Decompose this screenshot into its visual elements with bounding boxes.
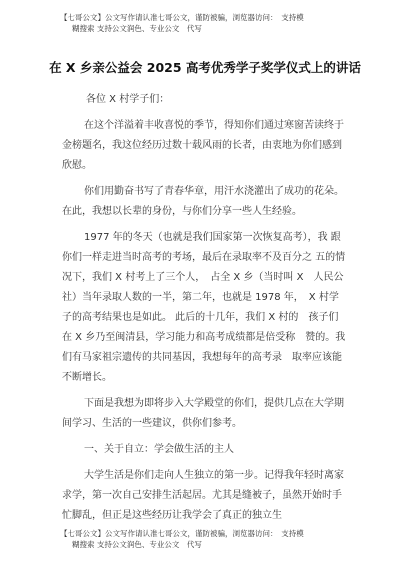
footer-note <box>60 528 380 550</box>
paragraph-5: 大学生活是你们走向人生独立的第一步。记得我年轻时离家求学，第一次自己安排生活起居。尤其是缝被子，虽然开始时手忙脚乱，但正是这些经历让我学会了真正的独立生 <box>62 470 344 521</box>
section-heading-1: 一、关于自立：学会做生活的主人 <box>84 444 234 455</box>
paragraph-2: 你们用勤奋书写了青春华章，用汗水浇灌出了成功的花朵。在此，我想以长辈的身份，与你们分享一些人生经验。 <box>62 186 344 217</box>
footer-note-line1: 【七哥公文】公文写作请认准七哥公文，谨防被骗，浏览器访问： 支持模 <box>60 529 304 538</box>
paragraph-4: 下面是我想为即将步入大学殿堂的你们，提供几点在大学期间学习、生活的一些建议，供你们参考。 <box>62 398 344 429</box>
header-note <box>60 12 380 34</box>
paragraph-1: 在这个洋溢着丰收喜悦的季节，得知你们通过寒窗苦读终于金榜题名，我这位经历过数十载风雨的长者，由衷地为你们感到欣慰。 <box>62 120 344 171</box>
header-note-line2: 糊搜索 支持公文润色、专业公文 代写 <box>72 24 202 33</box>
document-title: 在 X 乡亲公益会 2025 高考优秀学子奖学仪式上的讲话 <box>49 60 361 75</box>
paragraph-3: 1977 年的冬天（也就是我们国家第一次恢复高考），我 跟你们一样走进当时高考的考场，最后在录取率不及百分之 五的情况下，我们 X 村考上了三个人， 占全 X 乡（当时叫 X 人民公社）当年录取人数的一半，第二年，也就是 1978 年， X 村学子的高考结果也是如此。 此后的十几年，我们 X 村的 孩子们在 X 乡乃至闽清县，学习能力和高考成绩都是倍受称 赞的。我们有马家祖宗遗传的共同基因，我想每年的高考录 取率应该能不断增长。 <box>62 232 346 383</box>
footer-note-line2: 糊搜索 支持公文润色、专业公文 代写 <box>72 540 202 549</box>
salutation: 各位 X 村学子们： <box>86 94 170 105</box>
document-body <box>62 90 348 526</box>
header-note-line1: 【七哥公文】公文写作请认准七哥公文，谨防被骗，浏览器访问： 支持模 <box>60 13 304 22</box>
